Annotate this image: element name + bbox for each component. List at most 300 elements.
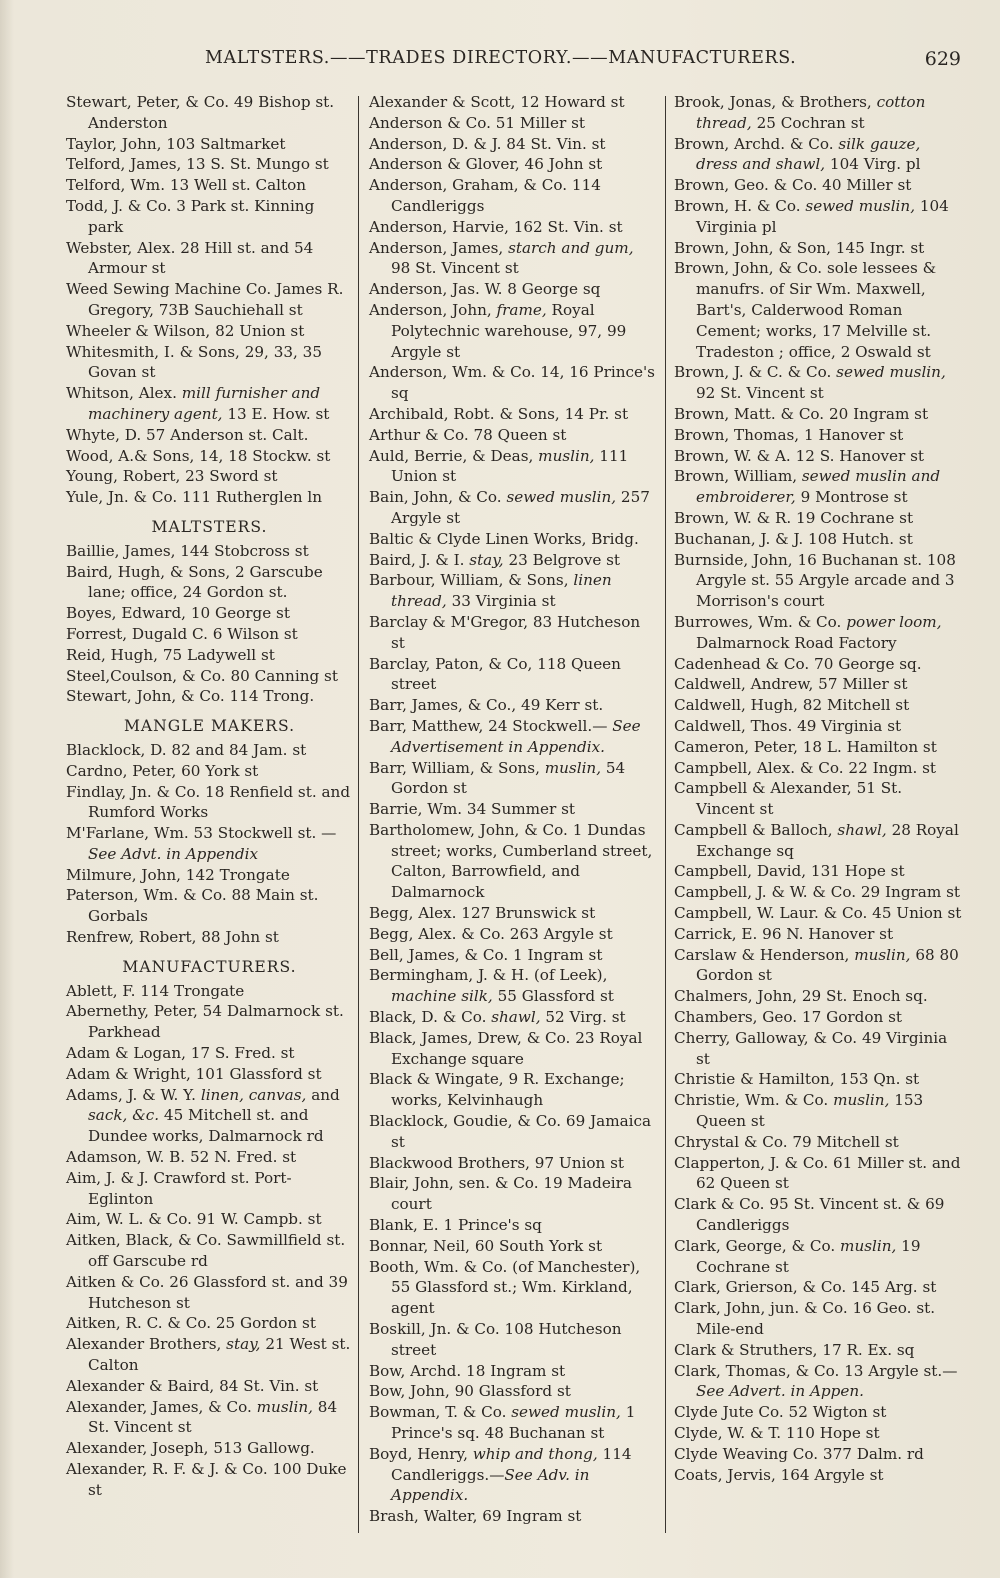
entry-text: Aim, W. L. & Co. 91 W. Campb. st — [66, 1210, 322, 1229]
directory-entry — [369, 404, 656, 425]
directory-entry — [66, 1168, 353, 1210]
directory-entry — [66, 1376, 353, 1397]
entry-text: Alexander, Joseph, 513 Gallowg. — [66, 1439, 315, 1458]
entry-text: Baird, J. & I. — [369, 550, 470, 569]
directory-entry — [674, 258, 964, 362]
directory-entry — [369, 446, 656, 488]
directory-entry — [674, 1277, 964, 1298]
entry-text: 111 Union st — [391, 446, 629, 486]
entry-text: Stewart, Peter, & Co. 49 Bishop st. Anderston — [66, 93, 335, 132]
directory-entry — [369, 820, 656, 903]
entry-text: Brash, Walter, 69 Ingram st — [369, 1507, 582, 1526]
entry-text: Cherry, Galloway, & Co. 49 Virginia st — [674, 1028, 948, 1068]
entry-text: Brook, Jonas, & Brothers, — [674, 93, 877, 111]
entry-text: Aitken, R. C. & Co. 25 Gordon st — [66, 1314, 316, 1333]
entry-text: Boskill, Jn. & Co. 108 Hutcheson street — [369, 1320, 622, 1359]
directory-entry — [66, 1230, 353, 1272]
entry-text: 9 Montrose st — [795, 488, 908, 507]
directory-entry — [369, 279, 656, 300]
trade-description: sewed muslin and embroiderer, — [696, 467, 941, 507]
column-1 — [66, 92, 353, 1501]
entry-text: Clark, George, & Co. — [674, 1236, 841, 1255]
directory-entry — [369, 1319, 656, 1361]
directory-entry — [369, 550, 656, 571]
entry-text: Blacklock, Goudie, & Co. 69 Jamaica st — [369, 1112, 652, 1151]
entry-text: Brown, John, & Son, 145 Ingr. st — [674, 238, 925, 257]
directory-entry — [66, 645, 353, 666]
entry-text: 25 Cochran st — [751, 113, 865, 132]
directory-entry — [369, 570, 656, 612]
entry-text: 19 Cochrane st — [696, 1236, 921, 1276]
entry-text: Campbell, J. & W. & Co. 29 Ingram st — [674, 883, 960, 902]
directory-entry — [66, 1064, 353, 1085]
directory-entry — [66, 1313, 353, 1334]
directory-entry — [369, 92, 656, 113]
trade-description: starch and gum, — [508, 238, 634, 257]
directory-entry — [674, 466, 964, 508]
entry-text: Whyte, D. 57 Anderson st. Calt. — [66, 425, 309, 444]
trade-description: muslin, — [256, 1397, 313, 1416]
trade-description: See Advertisement in Appendix. — [391, 716, 641, 756]
entry-text: 13 E. How. st — [222, 404, 330, 423]
entry-text: Alexander, James, & Co. — [66, 1397, 257, 1416]
directory-entry — [674, 612, 964, 654]
directory-entry — [674, 1007, 964, 1028]
entry-text: Brown, W. & R. 19 Cochrane st — [674, 508, 914, 527]
directory-entry — [66, 466, 353, 487]
entry-text: Barbour, William, & Sons, — [369, 571, 574, 590]
directory-entry — [66, 1147, 353, 1168]
entry-text: Campbell, David, 131 Hope st — [674, 862, 905, 881]
entry-text: Adam & Wright, 101 Glassford st — [66, 1064, 322, 1083]
directory-entry — [66, 446, 353, 467]
directory-entry — [66, 823, 353, 865]
entry-text: Telford, Wm. 13 Well st. Calton — [66, 176, 307, 195]
directory-entry — [674, 1340, 964, 1361]
directory-entry — [674, 1361, 964, 1403]
entry-text: Boyes, Edward, 10 George st — [66, 604, 290, 623]
directory-entry — [674, 529, 964, 550]
entry-text: Bartholomew, John, & Co. 1 Dundas street; works, Cumberland street, Calton, Barrowfield, and Dalmarnock — [369, 820, 653, 902]
directory-entry — [66, 1397, 353, 1439]
trade-description: sewed muslin, — [836, 363, 946, 382]
directory-entry — [674, 362, 964, 404]
directory-entry — [369, 924, 656, 945]
directory-entry — [674, 425, 964, 446]
entry-text: Brown, W. & A. 12 S. Hanover st — [674, 446, 925, 465]
directory-entry — [674, 882, 964, 903]
entry-text: Aitken & Co. 26 Glassford st. and 39 Hutcheson st — [66, 1272, 348, 1312]
trade-description: machine silk, — [391, 987, 493, 1006]
entry-text: Brown, William, — [674, 467, 802, 486]
column-divider — [358, 96, 359, 1533]
directory-entry — [369, 529, 656, 550]
entry-text: Black, D. & Co. — [369, 1008, 492, 1027]
entry-text: 257 Argyle st — [391, 488, 650, 527]
entry-text: Anderson, Jas. W. 8 George sq — [369, 280, 601, 299]
directory-entry — [66, 92, 353, 134]
directory-entry — [369, 134, 656, 155]
entry-text: 92 St. Vincent st — [696, 384, 824, 403]
entry-text: Bow, Archd. 18 Ingram st — [369, 1361, 566, 1380]
directory-entry — [674, 820, 964, 862]
entry-text: 52 Virg. st — [540, 1008, 626, 1027]
directory-entry — [66, 383, 353, 425]
entry-text: Brown, John, & Co. sole lessees & manufrs. of Sir Wm. Maxwell, Bart's, Calderwood Roman Cement; works, 17 Melville st. Tradeston ; office, 2 Oswald st — [674, 259, 937, 361]
entry-text: Clyde, W. & T. 110 Hope st — [674, 1424, 880, 1442]
trade-description: linen thread, — [391, 571, 612, 611]
entry-text: Burrowes, Wm. & Co. — [674, 612, 847, 631]
directory-entry — [674, 1402, 964, 1423]
entry-text: Brown, H. & Co. — [674, 196, 806, 215]
entry-text: Archibald, Robt. & Sons, 14 Pr. st — [369, 404, 629, 423]
entry-text: 84 St. Vincent st — [88, 1397, 338, 1437]
directory-entry — [674, 550, 964, 612]
entry-text: Wheeler & Wilson, 82 Union st — [66, 321, 305, 340]
directory-entry — [674, 1132, 964, 1153]
entry-text: Barrie, Wm. 34 Summer st — [369, 800, 576, 819]
entry-text: M'Farlane, Wm. 53 Stockwell st. — — [66, 824, 337, 843]
entry-text: Bow, John, 90 Glassford st — [369, 1382, 571, 1401]
entry-text: Brown, J. & C. & Co. — [674, 363, 837, 382]
entry-text: Forrest, Dugald C. 6 Wilson st — [66, 624, 298, 643]
section-heading: MALTSTERS. — [151, 517, 268, 536]
entry-text: Barclay, Paton, & Co, 118 Queen street — [369, 654, 621, 694]
entry-text: Barr, William, & Sons, — [369, 758, 545, 777]
directory-entry — [369, 1111, 656, 1153]
entry-text: Barr, James, & Co., 49 Kerr st. — [369, 696, 604, 715]
entry-text: Adamson, W. B. 52 N. Fred. st — [66, 1148, 297, 1167]
entry-text: Anderson, John, — [369, 300, 497, 319]
trade-description: power loom, — [846, 612, 942, 631]
trade-description: muslin, — [854, 945, 911, 964]
entry-text: Clark, Thomas, & Co. 13 Argyle st.— — [674, 1361, 958, 1380]
entry-text: Chrystal & Co. 79 Mitchell st — [674, 1132, 899, 1151]
entry-text: Bell, James, & Co. 1 Ingram st — [369, 945, 603, 964]
directory-entry — [674, 758, 964, 779]
entry-text: Adam & Logan, 17 S. Fred. st — [66, 1044, 295, 1063]
entry-text: Brown, Archd. & Co. — [674, 134, 839, 153]
entry-text: Chalmers, John, 29 St. Enoch sq. — [674, 987, 928, 1006]
trade-description: mill furnisher and machinery agent, — [88, 384, 321, 423]
entry-text: Christie & Hamilton, 153 Qn. st — [674, 1070, 920, 1089]
entry-text: Renfrew, Robert, 88 John st — [66, 928, 279, 947]
entry-text: Clark, John, jun. & Co. 16 Geo. st. Mile-end — [674, 1299, 936, 1339]
entry-text: Anderson & Glover, 46 John st — [369, 155, 603, 174]
directory-entry — [369, 175, 656, 217]
directory-entry — [674, 1444, 964, 1465]
entry-text: Brown, Geo. & Co. 40 Miller st — [674, 176, 912, 195]
trade-description: frame, — [496, 300, 547, 319]
trade-description: sewed muslin, — [506, 488, 617, 507]
trade-description: See Adv. in Appendix. — [391, 1465, 590, 1505]
entry-text: Cardno, Peter, 60 York st — [66, 761, 259, 780]
directory-entry — [66, 1043, 353, 1064]
directory-entry — [66, 541, 353, 562]
directory-entry — [66, 1209, 353, 1230]
directory-entry — [369, 1444, 656, 1506]
directory-entry — [674, 404, 964, 425]
directory-entry — [66, 425, 353, 446]
directory-entry — [674, 134, 964, 176]
directory-entry — [66, 1459, 353, 1501]
directory-entry — [66, 279, 353, 321]
entry-text: Campbell, Alex. & Co. 22 Ingm. st — [674, 758, 937, 777]
trade-description: stay, — [469, 550, 504, 569]
entry-text: Anderson, D. & J. 84 St. Vin. st — [369, 134, 606, 153]
directory-entry — [369, 300, 656, 362]
entry-text: 54 Gordon st — [391, 758, 626, 798]
directory-entry — [66, 1438, 353, 1459]
directory-entry — [369, 612, 656, 654]
entry-text: 104 Virginia pl — [696, 196, 949, 236]
directory-entry — [674, 674, 964, 695]
directory-entry — [674, 1069, 964, 1090]
entry-text: Caldwell, Hugh, 82 Mitchell st — [674, 696, 910, 715]
trade-description: silk gauze, dress and shawl, — [696, 134, 921, 174]
directory-entry — [674, 1194, 964, 1236]
trade-description: muslin, — [833, 1091, 890, 1110]
entry-text: Paterson, Wm. & Co. 88 Main st. Gorbals — [66, 886, 319, 926]
entry-text: Findlay, Jn. & Co. 18 Renfield st. and Rumford Works — [66, 782, 351, 822]
entry-text: Chambers, Geo. 17 Gordon st — [674, 1008, 902, 1027]
entry-text: Booth, Wm. & Co. (of Manchester), 55 Glassford st.; Wm. Kirkland, agent — [369, 1257, 641, 1318]
entry-text: Whitesmith, I. & Sons, 29, 33, 35 Govan st — [66, 342, 322, 382]
entry-text: Blacklock, D. 82 and 84 Jam. st — [66, 740, 307, 759]
directory-entry — [369, 965, 656, 1007]
directory-entry — [674, 446, 964, 467]
entry-text: Burnside, John, 16 Buchanan st. 108 Argyle st. 55 Argyle arcade and 3 Morrison's court — [674, 550, 956, 611]
directory-entry — [369, 1236, 656, 1257]
entry-text: Alexander & Baird, 84 St. Vin. st — [66, 1376, 319, 1395]
directory-entry — [66, 761, 353, 782]
directory-entry — [674, 861, 964, 882]
entry-text: 104 Virg. pl — [825, 155, 921, 174]
directory-entry — [66, 487, 353, 508]
entry-text: Alexander, R. F. & J. & Co. 100 Duke st — [66, 1460, 347, 1499]
entry-text: 45 Mitchell st. and Dundee works, Dalmarnock rd — [88, 1106, 324, 1146]
directory-entry — [674, 1465, 964, 1486]
directory-entry — [674, 924, 964, 945]
entry-text: 98 St. Vincent st — [391, 259, 519, 278]
entry-text: Caldwell, Andrew, 57 Miller st — [674, 675, 908, 694]
entry-text: Campbell & Alexander, 51 St. Vincent st — [674, 779, 903, 819]
trade-description: sewed muslin, — [511, 1403, 621, 1422]
entry-text: Young, Robert, 23 Sword st — [66, 467, 278, 486]
entry-text: Adams, J. & W. Y. — [66, 1085, 201, 1104]
entry-text: Begg, Alex. & Co. 263 Argyle st — [369, 924, 613, 943]
directory-entry — [674, 986, 964, 1007]
entry-text: 28 Royal Exchange sq — [696, 820, 959, 860]
entry-text: Clyde Weaving Co. 377 Dalm. rd — [674, 1444, 924, 1463]
directory-entry — [674, 903, 964, 924]
entry-text: Buchanan, J. & J. 108 Hutch. st — [674, 529, 913, 548]
entry-text: Taylor, John, 103 Saltmarket — [66, 134, 286, 153]
entry-text: Aitken, Black, & Co. Sawmillfield st. off Garscube rd — [66, 1231, 346, 1271]
directory-entry — [674, 695, 964, 716]
directory-entry — [369, 487, 656, 529]
entry-text: Clark & Co. 95 St. Vincent st. & 69 Candleriggs — [674, 1195, 945, 1235]
trade-description: stay, — [226, 1335, 261, 1354]
directory-entry — [369, 154, 656, 175]
column-divider — [665, 96, 666, 1533]
entry-text: Todd, J. & Co. 3 Park st. Kinning park — [66, 196, 315, 236]
entry-text: 1 Prince's sq. 48 Buchanan st — [391, 1403, 636, 1442]
entry-text: Clyde Jute Co. 52 Wigton st — [674, 1403, 887, 1422]
directory-entry — [674, 238, 964, 259]
trade-description: muslin, — [544, 758, 602, 777]
directory-entry — [674, 1153, 964, 1195]
directory-entry — [674, 1298, 964, 1340]
entry-text: Carslaw & Henderson, — [674, 945, 855, 964]
entry-text: Caldwell, Thos. 49 Virginia st — [674, 716, 902, 735]
directory-entry — [369, 799, 656, 820]
directory-entry — [66, 686, 353, 707]
directory-entry — [66, 175, 353, 196]
trade-description: See Advert. in Appen. — [696, 1382, 864, 1401]
directory-entry — [66, 1001, 353, 1043]
directory-entry — [369, 903, 656, 924]
page-number: 629 — [924, 48, 961, 70]
directory-entry — [66, 1334, 353, 1376]
entry-text: Coats, Jervis, 164 Argyle st — [674, 1465, 884, 1484]
directory-entry — [369, 1153, 656, 1174]
entry-text: Blair, John, sen. & Co. 19 Madeira court — [369, 1174, 632, 1214]
directory-entry — [674, 1423, 964, 1444]
entry-text: Brown, Thomas, 1 Hanover st — [674, 425, 904, 444]
directory-entry — [674, 508, 964, 529]
entry-text: 21 West st. Calton — [88, 1335, 351, 1375]
entry-text: Alexander Brothers, — [66, 1335, 227, 1354]
entry-text: Anderson, James, — [369, 238, 509, 257]
entry-text: Baillie, James, 144 Stobcross st — [66, 541, 309, 560]
directory-entry — [369, 1361, 656, 1382]
entry-text: Blackwood Brothers, 97 Union st — [369, 1153, 625, 1172]
directory-entry — [369, 217, 656, 238]
section-heading: MANUFACTURERS. — [122, 957, 297, 976]
directory-entry — [674, 1090, 964, 1132]
entry-text: Arthur & Co. 78 Queen st — [369, 425, 567, 444]
entry-text: Royal Polytechnic warehouse, 97, 99 Argyle st — [391, 300, 627, 361]
entry-text: Blank, E. 1 Prince's sq — [369, 1216, 542, 1235]
entry-text: Whitson, Alex. — [66, 384, 182, 403]
entry-text: Carrick, E. 96 N. Hanover st — [674, 924, 894, 943]
directory-entry — [66, 154, 353, 175]
directory-entry — [369, 716, 656, 758]
entry-text: 33 Virginia st — [446, 592, 556, 611]
directory-entry — [66, 1272, 353, 1314]
directory-entry — [369, 695, 656, 716]
entry-text: Bonnar, Neil, 60 South York st — [369, 1236, 603, 1255]
directory-entry — [674, 92, 964, 134]
directory-entry — [66, 782, 353, 824]
entry-text: Barr, Matthew, 24 Stockwell.— — [369, 716, 613, 735]
directory-entry — [674, 778, 964, 820]
entry-text: Black & Wingate, 9 R. Exchange; works, Kelvinhaugh — [369, 1070, 625, 1110]
trade-description: shawl, — [491, 1008, 541, 1027]
directory-entry — [674, 654, 964, 675]
directory-entry — [369, 1028, 656, 1070]
entry-text: Christie, Wm. & Co. — [674, 1091, 834, 1110]
entry-text: Telford, James, 13 S. St. Mungo st — [66, 155, 329, 174]
entry-text: Campbell, W. Laur. & Co. 45 Union st — [674, 904, 962, 923]
directory-entry — [66, 1085, 353, 1147]
entry-text: Ablett, F. 114 Trongate — [66, 981, 245, 1000]
entry-text: Clapperton, J. & Co. 61 Miller st. and 62 Queen st — [674, 1153, 961, 1193]
entry-text: Cadenhead & Co. 70 George sq. — [674, 654, 922, 673]
entry-text: Alexander & Scott, 12 Howard st — [369, 93, 625, 111]
directory-entry — [369, 654, 656, 696]
entry-text: Cameron, Peter, 18 L. Hamilton st — [674, 737, 937, 756]
entry-text: Brown, Matt. & Co. 20 Ingram st — [674, 404, 929, 423]
entry-text: 68 80 Gordon st — [696, 945, 959, 985]
directory-entry — [369, 1506, 656, 1527]
directory-entry — [369, 238, 656, 280]
entry-text: Begg, Alex. 127 Brunswick st — [369, 904, 596, 923]
directory-entry — [674, 175, 964, 196]
directory-entry — [66, 865, 353, 886]
directory-entry — [674, 737, 964, 758]
entry-text: Anderson, Harvie, 162 St. Vin. st — [369, 217, 623, 236]
trade-description: whip and thong, — [472, 1444, 598, 1463]
entry-text: Wood, A.& Sons, 14, 18 Stockw. st — [66, 446, 331, 465]
entry-text: Abernethy, Peter, 54 Dalmarnock st. Parkhead — [66, 1002, 344, 1042]
directory-entry — [369, 1215, 656, 1236]
trade-description: sewed muslin, — [805, 196, 916, 215]
entry-text: Bain, John, & Co. — [369, 488, 507, 507]
entry-text: Bowman, T. & Co. — [369, 1403, 512, 1422]
trade-description: muslin, — [538, 446, 595, 465]
entry-text: Aim, J. & J. Crawford st. Port-Eglinton — [66, 1168, 292, 1208]
directory-entry — [369, 362, 656, 404]
column-2 — [369, 92, 656, 1527]
entry-text: Black, James, Drew, & Co. 23 Royal Exchange square — [369, 1028, 643, 1068]
directory-entry — [66, 342, 353, 384]
entry-text: Dalmarnock Road Factory — [696, 633, 897, 652]
directory-entry — [66, 885, 353, 927]
entry-text: Auld, Berrie, & Deas, — [369, 446, 539, 465]
trade-description: shawl, — [837, 820, 887, 839]
entry-text: Milmure, John, 142 Trongate — [66, 865, 290, 884]
directory-entry — [66, 134, 353, 155]
entry-text: Clark, Grierson, & Co. 145 Arg. st — [674, 1278, 937, 1297]
entry-text: Steel,Coulson, & Co. 80 Canning st — [66, 666, 338, 685]
entry-text: Anderson, Graham, & Co. 114 Candleriggs — [369, 176, 601, 215]
directory-entry — [674, 1028, 964, 1070]
column-3 — [674, 92, 964, 1485]
directory-entry — [66, 603, 353, 624]
entry-text: Anderson, Wm. & Co. 14, 16 Prince's sq — [369, 363, 655, 403]
entry-text: 153 Queen st — [696, 1091, 924, 1131]
trade-description: sack, &c. — [88, 1106, 160, 1125]
directory-entry — [66, 562, 353, 604]
entry-text: Reid, Hugh, 75 Ladywell st — [66, 645, 275, 664]
directory-entry — [369, 113, 656, 134]
entry-text: Campbell & Balloch, — [674, 820, 838, 839]
entry-text: 55 Glassford st — [492, 987, 614, 1006]
entry-text: Yule, Jn. & Co. 111 Rutherglen ln — [66, 488, 322, 507]
directory-entry — [369, 1257, 656, 1319]
directory-entry — [66, 981, 353, 1002]
directory-entry — [66, 624, 353, 645]
directory-entry — [674, 1236, 964, 1278]
directory-entry — [66, 321, 353, 342]
directory-entry — [369, 1173, 656, 1215]
trade-description: See Advt. in Appendix — [88, 844, 259, 863]
entry-text: Bermingham, J. & H. (of Leek), — [369, 966, 608, 985]
entry-text: 23 Belgrove st — [503, 550, 621, 569]
entry-text: 114 Candleriggs.— — [391, 1444, 632, 1484]
